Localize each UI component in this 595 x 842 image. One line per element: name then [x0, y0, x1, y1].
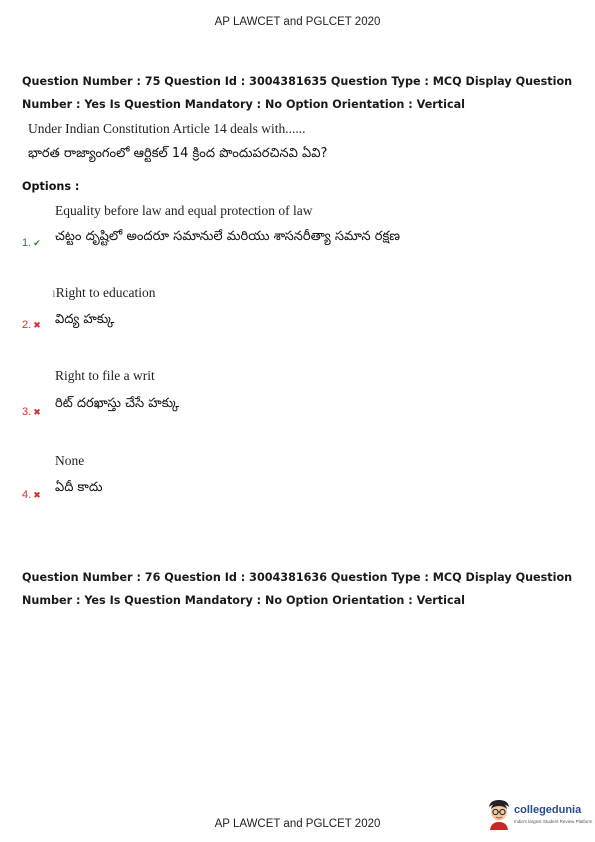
- logo-tagline: India's largest Student Review Platform: [514, 819, 593, 824]
- logo-avatar-icon: [486, 798, 512, 830]
- option-2-telugu: విద్య హక్కు: [55, 312, 115, 327]
- page-header: AP LAWCET and PGLCET 2020: [214, 16, 381, 28]
- page-footer: AP LAWCET and PGLCET 2020: [214, 818, 381, 830]
- option-4-telugu: ఏదీ కాదు: [55, 480, 103, 495]
- cross-icon: ✖: [33, 320, 41, 330]
- option-4-english: None: [55, 453, 85, 468]
- question-75-text-english: Under Indian Constitution Article 14 deals with......: [28, 121, 306, 136]
- cross-icon: ✖: [33, 407, 41, 417]
- option-1-english: Equality before law and equal protection of law: [55, 203, 313, 218]
- option-4-number: 4. ✖: [22, 489, 41, 501]
- question-75-meta-line1: Question Number : 75 Question Id : 3004381635 Question Type : MCQ Display Question: [22, 75, 573, 88]
- question-76-meta-line2: Number : Yes Is Question Mandatory : No Option Orientation : Vertical: [22, 594, 466, 607]
- logo-wordmark: collegedunia: [514, 804, 582, 816]
- option-2-number: 2. ✖: [22, 319, 41, 331]
- option-1-telugu: చట్టం దృష్టిలో అందరూ సమానులే మరియు శాసనరీత్యా సమాన రక్షణ: [55, 229, 401, 244]
- question-75-text-telugu: భారత రాజ్యాంగంలో ఆర్టికల్ 14 క్రింద పొందుపరచినవి ఏవి?: [28, 146, 328, 161]
- option-3-english: Right to file a writ: [55, 368, 155, 383]
- question-76-meta-line1: Question Number : 76 Question Id : 3004381636 Question Type : MCQ Display Question: [22, 571, 573, 584]
- option-3-number: 3. ✖: [22, 406, 41, 418]
- question-75-meta-line2: Number : Yes Is Question Mandatory : No Option Orientation : Vertical: [22, 98, 466, 111]
- cross-icon: ✖: [33, 490, 41, 500]
- collegedunia-logo: [486, 798, 593, 832]
- check-icon: ✔: [33, 238, 41, 248]
- option-2-english: ıRight to education: [52, 285, 156, 300]
- options-label: Options :: [22, 180, 80, 193]
- option-1-number: 1. ✔: [22, 237, 41, 249]
- option-3-telugu: రిట్ దరఖాస్తు చేసే హక్కు: [55, 396, 180, 411]
